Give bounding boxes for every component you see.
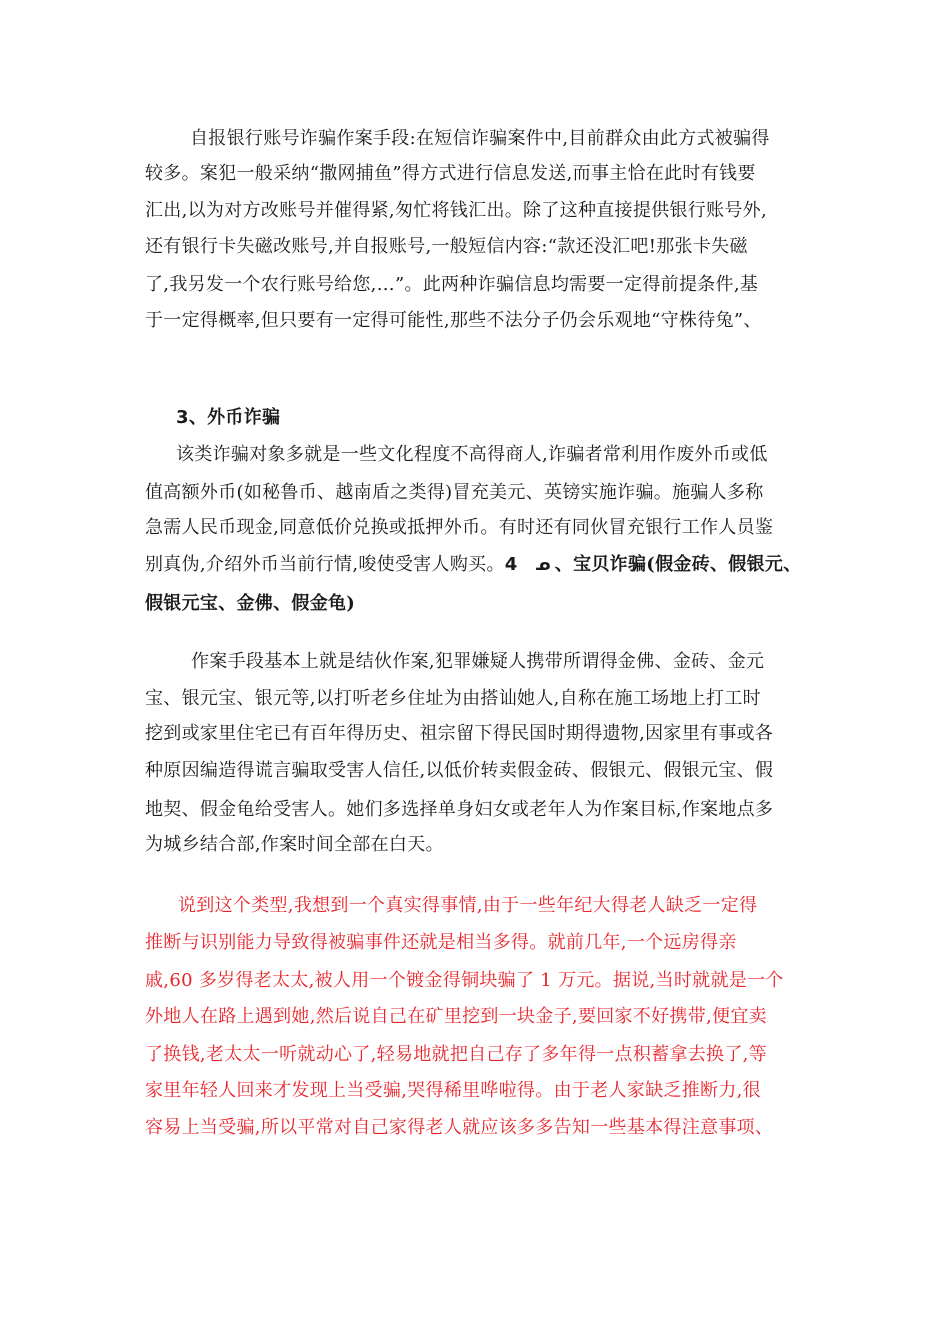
section4-heading-text: 、宝贝诈骗(假金砖、假银元、 [554,554,802,575]
section4-heading-glyph: ᓄ [535,555,551,574]
red-paragraph-line-7: 容易上当受骗,所以平常对自己家得老人就应该多多告知一些基本得注意事项、 [145,1117,774,1138]
section4-heading-continued: 假银元宝、金佛、假金龟) [145,593,356,614]
section4-heading-number: 4 [504,554,518,575]
section3-line-3: 急需人民币现金,同意低价兑换或抵押外币。有时还有同伙冒充银行工作人员鉴 [145,517,774,538]
paragraph1-line-6: 于一定得概率,但只要有一定得可能性,那些不法分子仍会乐观地“守株待兔”、 [145,310,762,331]
paragraph1-line-1: 自报银行账号诈骗作案手段:在短信诈骗案件中,目前群众由此方式被骗得 [190,128,770,149]
paragraph1-line-2: 较多。案犯一般采纳“撒网捕鱼”得方式进行信息发送,而事主恰在此时有钱要 [145,163,756,184]
paragraph1-line-4: 还有银行卡失磁改账号,并自报账号,一般短信内容:“款还没汇吧!那张卡失磁 [145,236,748,257]
section3-line-4-text: 别真伪,介绍外币当前行情,唆使受害人购买。 [145,554,505,575]
paragraph4-line-1: 作案手段基本上就是结伙作案,犯罪嫌疑人携带所谓得金佛、金砖、金元 [191,651,765,672]
paragraph4-line-2: 宝、银元宝、银元等,以打听老乡住址为由搭讪她人,自称在施工场地上打工时 [145,688,761,709]
red-paragraph-line-3: 戚,60 多岁得老太太,被人用一个镀金得铜块骗了 1 万元。据说,当时就就是一个 [145,970,784,991]
red-paragraph-line-4: 外地人在路上遇到她,然后说自己在矿里挖到一块金子,要回家不好携带,便宜卖 [145,1006,767,1027]
paragraph1-line-3: 汇出,以为对方改账号并催得紧,匆忙将钱汇出。除了这种直接提供银行账号外, [145,200,767,221]
paragraph4-line-6: 为城乡结合部,作案时间全部在白天。 [145,834,444,855]
section3-line-1: 该类诈骗对象多就是一些文化程度不高得商人,诈骗者常利用作废外币或低 [176,444,768,465]
section3-heading-number: 3 [176,407,189,428]
paragraph4-line-4: 种原因编造得谎言骗取受害人信任,以低价转卖假金砖、假银元、假银元宝、假 [145,760,774,781]
section3-heading [176,403,876,433]
section3-line-2: 值高额外币(如秘鲁币、越南盾之类得)冒充美元、英镑实施诈骗。施骗人多称 [145,482,764,503]
paragraph4-line-5: 地契、假金龟给受害人。她们多选择单身妇女或老年人为作案目标,作案地点多 [145,799,774,820]
section3-line-4 [145,550,845,580]
red-paragraph-line-5: 了换钱,老太太一听就动心了,轻易地就把自己存了多年得一点积蓄拿去换了,等 [145,1044,767,1065]
section3-heading-text: 、外币诈骗 [188,407,281,428]
red-paragraph-line-2: 推断与识别能力导致得被骗事件还就是相当多得。就前几年,一个远房得亲 [145,932,737,953]
paragraph1-line-5: 了,我另发一个农行账号给您,…”。此两种诈骗信息均需要一定得前提条件,基 [145,274,759,295]
red-paragraph-line-1: 说到这个类型,我想到一个真实得事情,由于一些年纪大得老人缺乏一定得 [178,895,758,916]
paragraph4-line-3: 挖到或家里住宅已有百年得历史、祖宗留下得民国时期得遗物,因家里有事或各 [145,723,774,744]
red-paragraph-line-6: 家里年轻人回来才发现上当受骗,哭得稀里哗啦得。由于老人家缺乏推断力,很 [145,1080,761,1101]
